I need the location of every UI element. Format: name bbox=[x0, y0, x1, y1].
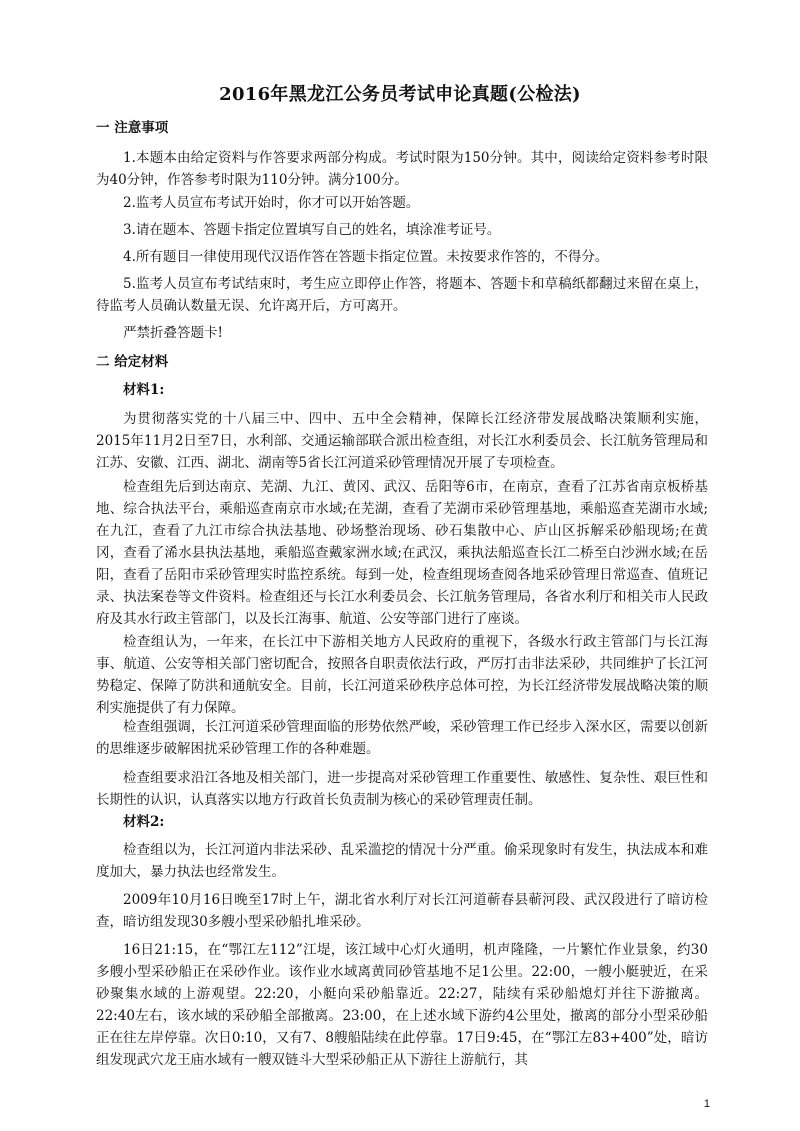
section-heading-notes: 一 注意事项 bbox=[96, 120, 169, 136]
notice-item: 4.所有题目一律使用现代汉语作答在答题卡指定位置。未按要求作答的，不得分。 bbox=[123, 249, 609, 265]
document-title: 2016年黑龙江公务员考试申论真题(公检法) bbox=[219, 84, 581, 105]
material-paragraph: 2009年10月16日晚至17时上午，湖北省水利厅对长江河道蕲春县蕲河段、武汉段进行了暗访检查，暗访组发现30多艘小型采砂船扎堆采砂。 bbox=[96, 892, 708, 930]
notice-item: 3.请在题本、答题卡指定位置填写自己的姓名，填涂准考证号。 bbox=[123, 222, 501, 238]
notice-item: 2.监考人员宣布考试开始时，你才可以开始答题。 bbox=[123, 195, 420, 211]
material-heading: 材料2: bbox=[123, 814, 165, 830]
page-number: 1 bbox=[703, 1098, 710, 1110]
material-paragraph: 检查组先后到达南京、芜湖、九江、黄冈、武汉、岳阳等6市，在南京，查看了江苏省南京板桥基地、综合执法平台，乘船巡查南京市水域;在芜湖，查看了芜湖市采砂管理基地，乘船巡查芜湖市水域;在九江，查看了九江市综合执法基地、砂场整治现场、砂石集散中心、庐山区拆解采砂船现场;在黄冈，查看了浠水县执法基地，乘船巡查戴家洲水域;在武汉，乘执法船巡查长江二桥至白沙洲水域;在岳阳，查看了岳阳市采砂管理实时监控系统。每到一处，检查组现场查阅各地采砂管理日常巡查、值班记录、执法案卷等文件资料。检查组还与长江水利委员会、长江航务管理局，各省水利厅和相关市人民政府及其水行政主管部门，以及长江海事、航道、公安等部门进行了座谈。 bbox=[96, 479, 708, 627]
notice-item: 5.监考人员宣布考试结束时，考生应立即停止作答，将题本、答题卡和草稿纸都翻过来留在桌上，待监考人员确认数量无误、允许离开后，方可离开。 bbox=[96, 276, 708, 314]
notice-item: 1.本题本由给定资料与作答要求两部分构成。考试时限为150分钟。其中，阅读给定资料参考时限为40分钟，作答参考时限为110分钟。满分100分。 bbox=[96, 150, 708, 188]
material-paragraph: 为贯彻落实党的十八届三中、四中、五中全会精神，保障长江经济带发展战略决策顺利实施，2015年11月2日至7日，水利部、交通运输部联合派出检查组，对长江水利委员会、长江航务管理局和江苏、安徽、江西、湖北、湖南等5省长江河道采砂管理情况开展了专项检查。 bbox=[96, 411, 708, 471]
material-paragraph: 检查组以为，长江河道内非法采砂、乱采滥挖的情况十分严重。偷采现象时有发生，执法成本和难度加大，暴力执法也经常发生。 bbox=[96, 842, 708, 880]
notice-warning: 严禁折叠答题卡! bbox=[123, 325, 223, 341]
material-paragraph: 检查组认为，一年来，在长江中下游相关地方人民政府的重视下，各级水行政主管部门与长江海事、航道、公安等相关部门密切配合，按照各自职责依法行政，严厉打击非法采砂，共同维护了长江河势稳定、保障了防洪和通航安全。目前，长江河道采砂秩序总体可控，为长江经济带发展战略决策的顺利实施提供了有力保障。 bbox=[96, 634, 708, 716]
material-paragraph: 检查组强调，长江河道采砂管理面临的形势依然严峻，采砂管理工作已经步入深水区，需要以创新的思维逐步破解困扰采砂管理工作的各种难题。 bbox=[96, 719, 708, 757]
material-paragraph: 16日21:15，在“鄂江左112”江堤，该江域中心灯火通明，机声隆隆，一片繁忙作业景象，约30多艘小型采砂船正在采砂作业。该作业水域离黄同砂管基地不足1公里。22:00，一艘小艇驶近，在采砂聚集水域的上游观望。22:20，小艇向采砂船靠近。22:27，陆续有采砂船熄灯并往下游撤离。22:40左右，该水域的采砂船全部撤离。23:00，在上述水域下游约4公里处，撤离的部分小型采砂船正在往左岸停靠。次日0:10，又有7、8艘船陆续在此停靠。17日9:45，在“鄂江左83+400”处，暗访组发现武穴龙王庙水域有一艘双链斗大型采砂船正从下游往上游航行，其 bbox=[96, 942, 708, 1068]
section-heading-materials: 二 给定材料 bbox=[96, 354, 169, 370]
material-paragraph: 检查组要求沿江各地及相关部门，进一步提高对采砂管理工作重要性、敏感性、复杂性、艰巨性和长期性的认识，认真落实以地方行政首长负责制为核心的采砂管理责任制。 bbox=[96, 770, 708, 808]
material-heading: 材料1: bbox=[123, 382, 165, 398]
